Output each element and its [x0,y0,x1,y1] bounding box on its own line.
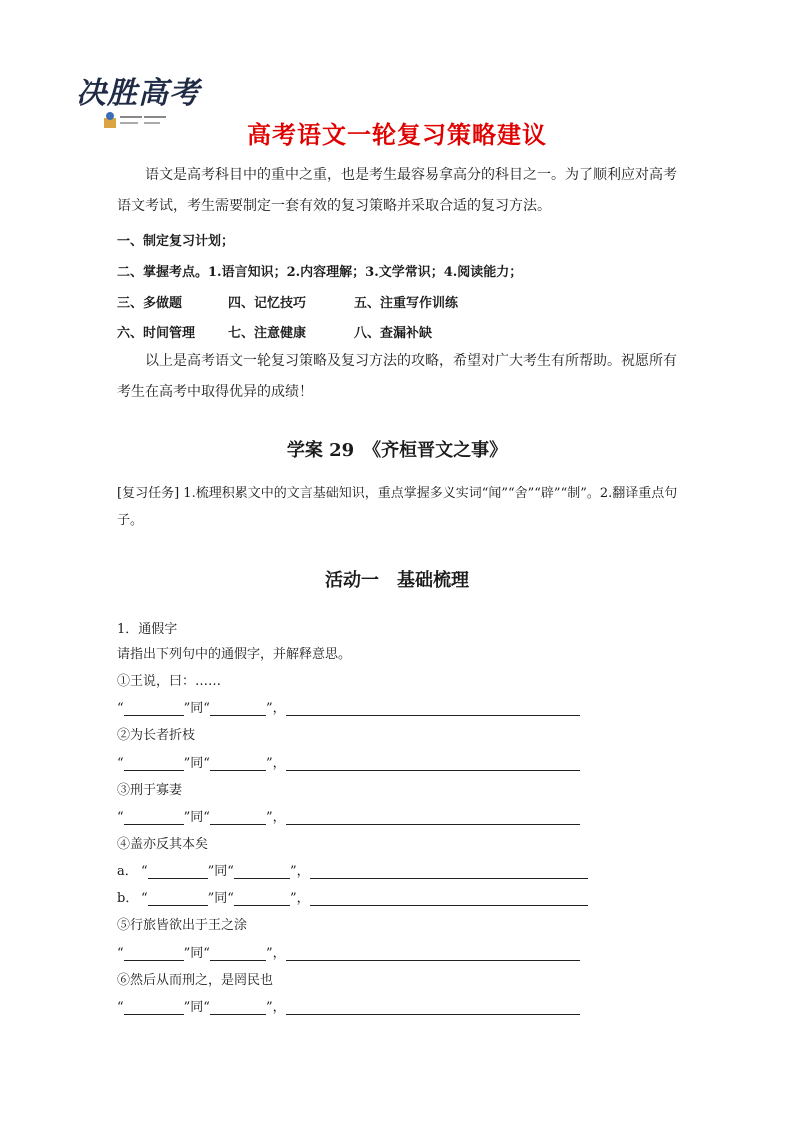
section-heading: 1．通假字 [117,622,178,637]
answer-row [117,887,588,907]
strategy-item: 七、注意健康 [228,326,307,341]
variant-char-input[interactable] [124,1000,184,1015]
quote-close: ”， [265,810,286,825]
lesson-title: 学案 29 《齐桓晋文之事》 [286,440,508,461]
logo-text: 决胜高考 [76,76,200,111]
quote-open: “ [117,1000,124,1015]
quote-open: “ [141,864,148,879]
strategy-item: 八、查漏补缺 [354,326,433,341]
conclusion-paragraph: 以上是高考语文一轮复习策略及复习方法的攻略，希望对广大考生有所帮助。祝愿所有考生在高考中取得优异的成绩！ [117,353,677,400]
answer-row [117,996,580,1016]
answer-row [117,860,588,880]
answer-row [117,697,580,717]
strategy-line-4 [117,322,432,341]
variant-char-input[interactable] [124,810,184,825]
variant-char-input[interactable] [124,946,184,961]
answer-row [117,942,580,962]
variant-char-input[interactable] [148,891,208,906]
same-as-text: ”同“ [183,701,210,716]
answer-row [117,806,580,826]
quote-close: ”， [289,864,310,879]
strategy-item: 三、多做题 [117,296,183,311]
quote-open: “ [117,701,124,716]
original-char-input[interactable] [210,946,266,961]
original-char-input[interactable] [210,756,266,771]
exercise-sentence: ⑤行旅皆欲出于王之涂 [117,918,248,933]
quote-close: ”， [265,756,286,771]
exercise-sentence: ③刑于寡妻 [117,783,183,798]
meaning-input[interactable] [310,891,588,906]
strategy-item: 四、记忆技巧 [228,296,307,311]
exercise-sentence: ④盖亦反其本矣 [117,837,209,852]
activity-title: 活动一 基础梳理 [325,570,469,591]
quote-close: ”， [265,701,286,716]
intro-paragraph: 语文是高考科目中的重中之重，也是考生最容易拿高分的科目之一。为了顺利应对高考语文考试，考生需要制定一套有效的复习策略并采取合适的复习方法。 [117,167,677,214]
exercise-sentence: ①王说，曰：…… [117,674,222,689]
meaning-input[interactable] [286,701,580,716]
quote-open: “ [117,810,124,825]
quote-close: ”， [289,891,310,906]
exercise-sentence: ⑥然后从而刑之，是罔民也 [117,973,274,988]
variant-char-input[interactable] [148,864,208,879]
meaning-input[interactable] [310,864,588,879]
same-as-text: ”同“ [183,810,210,825]
original-char-input[interactable] [210,810,266,825]
strategy-line-3 [117,292,458,311]
review-task-text: 1.梳理积累文中的文言基础知识，重点掌握多义实词“闻”“舍”“辟”“制”。2.翻译重点句子。 [117,486,678,528]
same-as-text: ”同“ [183,756,210,771]
quote-close: ”， [265,946,286,961]
same-as-text: ”同“ [183,1000,210,1015]
original-char-input[interactable] [210,1000,266,1015]
original-char-input[interactable] [234,864,290,879]
page-title: 高考语文一轮复习策略建议 [247,121,547,149]
meaning-input[interactable] [286,756,580,771]
strategy-item: 五、注重写作训练 [354,296,459,311]
quote-open: “ [117,946,124,961]
variant-char-input[interactable] [124,756,184,771]
sub-label: b． [117,891,139,906]
review-task [117,480,687,534]
sub-label: a． [117,864,138,879]
meaning-input[interactable] [286,946,580,961]
exercise-sentence: ②为长者折枝 [117,728,196,743]
meaning-input[interactable] [286,810,580,825]
same-as-text: ”同“ [207,864,234,879]
review-task-label: [复习任务] [117,486,180,501]
original-char-input[interactable] [210,701,266,716]
variant-char-input[interactable] [124,701,184,716]
quote-open: “ [141,891,148,906]
original-char-input[interactable] [234,891,290,906]
strategy-line-2: 二、掌握考点。1.语言知识；2.内容理解；3.文学常识；4.阅读能力； [117,265,523,280]
strategy-line-1: 一、制定复习计划； [117,234,235,249]
quote-open: “ [117,756,124,771]
same-as-text: ”同“ [207,891,234,906]
section-instruction: 请指出下列句中的通假字，并解释意思。 [117,647,352,662]
meaning-input[interactable] [286,1000,580,1015]
same-as-text: ”同“ [183,946,210,961]
strategy-item: 六、时间管理 [117,326,196,341]
answer-row [117,752,580,772]
quote-close: ”， [265,1000,286,1015]
